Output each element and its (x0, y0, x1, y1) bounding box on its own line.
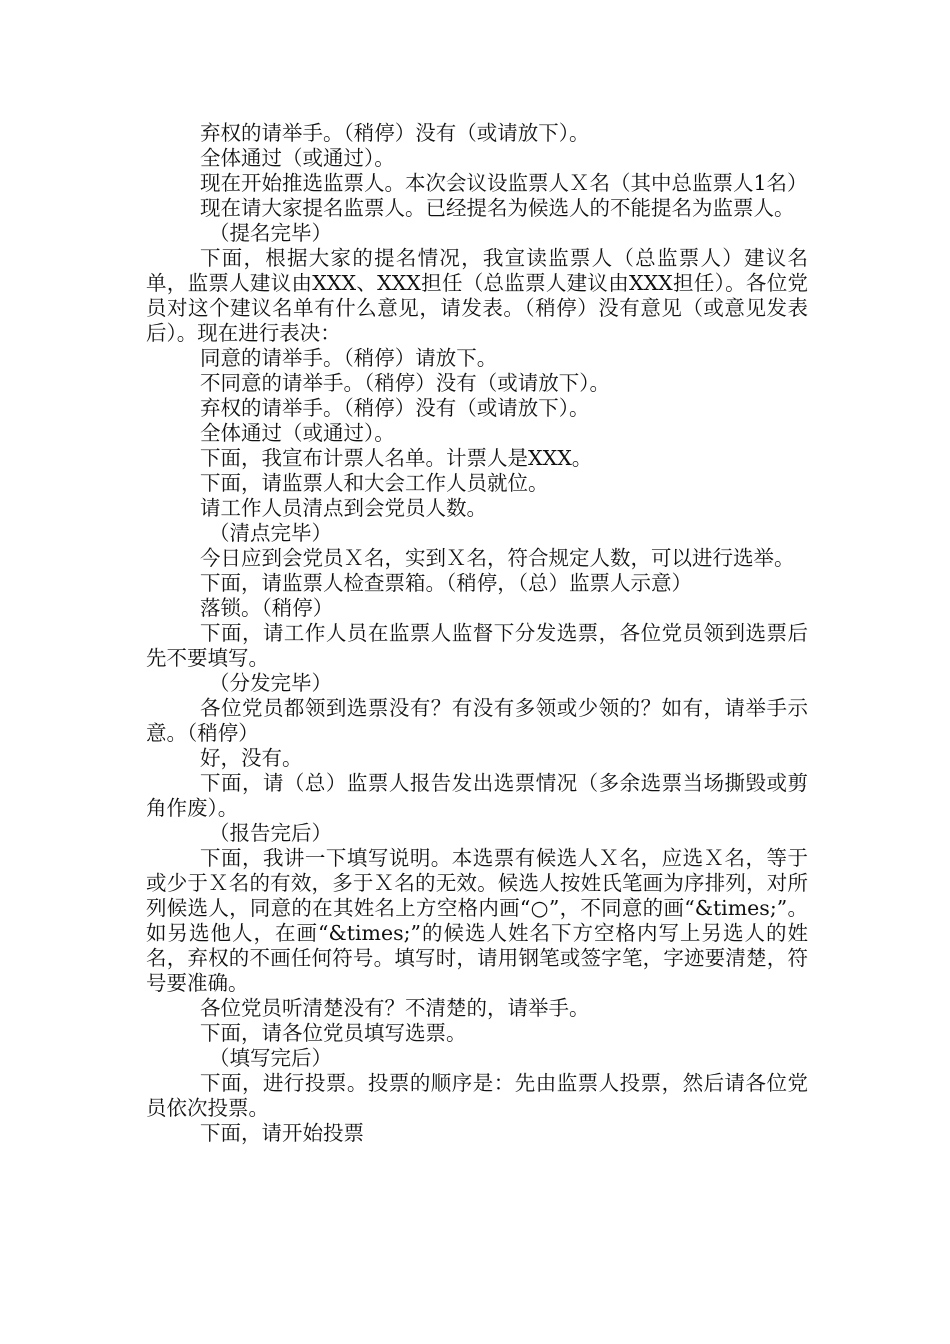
paragraph: 全体通过（或通过）。 (200, 421, 395, 445)
paragraph: 同意的请举手。（稍停）请放下。 (200, 346, 498, 370)
paragraph: 现在开始推选监票人。本次会议设监票人Ｘ名（其中总监票人1名） (200, 171, 808, 195)
stage-direction: （提名完毕） (209, 221, 332, 245)
paragraph: 全体通过（或通过）。 (200, 146, 395, 170)
paragraph: 好，没有。 (200, 746, 303, 770)
paragraph: 下面，根据大家的提名情况，我宣读监票人（总监票人）建议名单，监票人建议由XXX、XXX担任（总监票人建议由XXX担任）。各位党员对这个建议名单有什么意见，请发表。（稍停）没有意见（或意见发表后）。现在进行表决： (146, 246, 808, 345)
paragraph: 请工作人员清点到会党员人数。 (200, 496, 487, 520)
paragraph: 落锁。（稍停） (200, 596, 334, 620)
document-body (146, 121, 808, 1146)
paragraph: 下面，请工作人员在监票人监督下分发选票，各位党员领到选票后先不要填写。 (146, 621, 808, 670)
paragraph: 下面，请监票人检查票箱。（稍停，（总）监票人示意） (200, 571, 692, 595)
paragraph: 下面，我讲一下填写说明。本选票有候选人Ｘ名，应选Ｘ名，等于或少于Ｘ名的有效，多于Ｘ名的无效。候选人按姓氏笔画为序排列，对所列候选人，同意的在其姓名上方空格内画“○”，不同意的画“&times;”。如另选他人，在画“&times;”的候选人姓名下方空格内写上另选人的姓名，弃权的不画任何符号。填写时，请用钢笔或签字笔，字迹要清楚，符号要准确。 (146, 846, 808, 995)
stage-direction: （清点完毕） (209, 521, 332, 545)
paragraph: 下面，请监票人和大会工作人员就位。 (200, 471, 549, 495)
paragraph: 弃权的请举手。（稍停）没有（或请放下）。 (200, 121, 590, 145)
stage-direction: （分发完毕） (209, 671, 332, 695)
paragraph: 现在请大家提名监票人。已经提名为候选人的不能提名为监票人。 (200, 196, 795, 220)
paragraph: 下面，请（总）监票人报告发出选票情况（多余选票当场撕毁或剪角作废）。 (146, 771, 808, 820)
stage-direction: （填写完后） (209, 1046, 332, 1070)
paragraph: 下面，请开始投票 (200, 1121, 364, 1145)
paragraph: 弃权的请举手。（稍停）没有（或请放下）。 (200, 396, 590, 420)
stage-direction: （报告完后） (209, 821, 332, 845)
paragraph: 各位党员听清楚没有？不清楚的，请举手。 (200, 996, 590, 1020)
paragraph: 今日应到会党员Ｘ名，实到Ｘ名，符合规定人数，可以进行选举。 (200, 546, 795, 570)
paragraph: 各位党员都领到选票没有？有没有多领或少领的？如有，请举手示意。（稍停） (146, 696, 808, 745)
paragraph: 不同意的请举手。（稍停）没有（或请放下）。 (200, 371, 610, 395)
paragraph: 下面，请各位党员填写选票。 (200, 1021, 467, 1045)
paragraph: 下面，我宣布计票人名单。计票人是XXX。 (200, 446, 593, 470)
paragraph: 下面，进行投票。投票的顺序是：先由监票人投票，然后请各位党员依次投票。 (146, 1071, 808, 1120)
